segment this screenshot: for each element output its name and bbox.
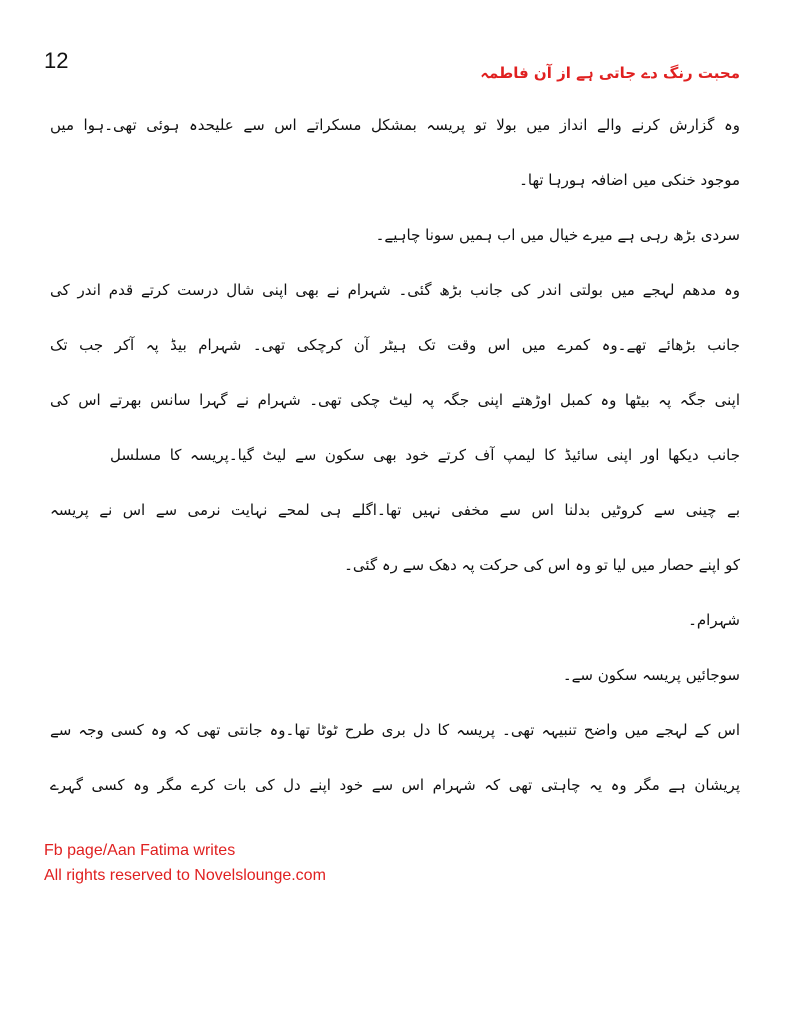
footer — [44, 838, 792, 928]
text-line: جانب دیکھا اور اپنی سائیڈ کا لیمپ آف کرتے خود بھی سکون سے لیٹ گیا۔پریسہ کا مسلسل — [110, 446, 740, 464]
text-line: وہ مدھم لہجے میں بولتی اندر کی جانب بڑھ گئی۔ شہرام نے بھی اپنی شال درست کرتے قدم اندر کی — [50, 281, 740, 299]
text-line: بے چینی سے کروٹیں بدلنا اس سے مخفی نہیں تھا۔اگلے ہی لمحے نہایت نرمی سے اس نے پریسہ — [50, 501, 740, 519]
text-line: سردی بڑھ رہی ہے میرے خیال میں اب ہمیں سونا چاہیے۔ — [375, 226, 740, 244]
text-line: کو اپنے حصار میں لیا تو وہ اس کی حرکت پہ دھک سے رہ گئی۔ — [344, 556, 740, 574]
text-line: جانب بڑھائے تھے۔وہ کمرے میں اس وقت تک ہیٹر آن کرچکی تھی۔ شہرام بیڈ پہ آکر جب تک — [50, 336, 740, 354]
header-title: محبت رنگ دے جاتی ہے از آن فاطمہ — [480, 64, 740, 82]
text-line: وہ گزارش کرنے والے انداز میں بولا تو پریسہ بمشکل مسکراتے اس سے علیحدہ ہوئی تھی۔ہوا میں — [50, 116, 740, 134]
text-line: شہرام۔ — [688, 611, 740, 629]
footer-copyright: All rights reserved to Novelslounge.com — [44, 867, 326, 884]
body-text — [50, 0, 740, 798]
footer-facebook-credit: Fb page/Aan Fatima writes — [44, 842, 236, 859]
text-line: پریشان ہے مگر وہ یہ چاہتی تھی کہ شہرام اس سے خود اپنے دل کی بات کرے مگر وہ کسی گہرے — [50, 776, 740, 794]
text-line: سوجائیں پریسہ سکون سے۔ — [562, 666, 740, 684]
page-number: 12 — [44, 48, 69, 73]
text-line: موجود خنکی میں اضافہ ہورہا تھا۔ — [519, 171, 740, 189]
text-line: اپنی جگہ پہ بیٹھا وہ کمبل اوڑھتے اپنی جگہ پہ لیٹ چکی تھی۔ شہرام نے گہرا سانس بھرتے اس کی — [50, 391, 740, 409]
text-line: اس کے لہجے میں واضح تنبیہہ تھی۔ پریسہ کا دل بری طرح ٹوٹا تھا۔وہ جانتی تھی کہ وہ کسی وجہ سے — [50, 721, 740, 739]
